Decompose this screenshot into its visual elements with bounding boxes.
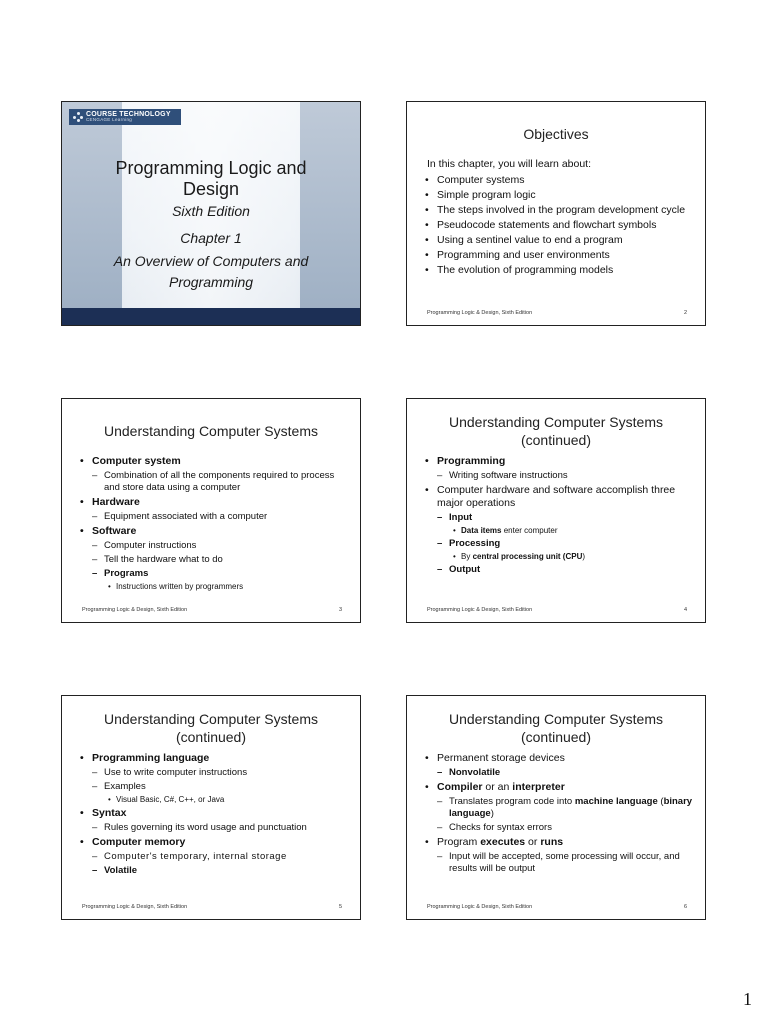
slide-4-computer-systems-continued xyxy=(406,398,706,623)
chapter-label: Chapter 1 xyxy=(180,230,242,246)
list-item: • Simple program logic xyxy=(425,189,693,202)
bullet-list xyxy=(80,455,348,594)
bullet-list xyxy=(425,752,693,877)
list-item: – Input xyxy=(425,512,693,524)
text-fragment: Program xyxy=(437,836,481,848)
slide-title xyxy=(415,710,697,746)
publisher-logo xyxy=(69,109,181,125)
list-item: – Nonvolatile xyxy=(425,767,693,779)
text-fragment: By xyxy=(461,552,473,561)
logo-dots-icon xyxy=(73,112,83,122)
list-item: – Rules governing its word usage and punctuation xyxy=(80,822,348,834)
list-item: • Pseudocode statements and flowchart symbols xyxy=(425,219,693,232)
slide-title xyxy=(415,413,697,449)
list-item: – Programs xyxy=(80,568,348,580)
slide-title-line-2: (continued) xyxy=(175,729,247,745)
list-item: • Programming xyxy=(425,455,693,468)
chapter-title-line-2: Programming xyxy=(168,274,254,290)
chapter-title-line-1: An Overview of Computers and xyxy=(113,253,309,269)
slide-title xyxy=(70,710,352,746)
term-executes: executes xyxy=(480,836,526,848)
list-item: • Permanent storage devices xyxy=(425,752,693,765)
list-item: – Computer instructions xyxy=(80,540,348,552)
list-item: – Input will be accepted, some processing will occur, and results will be output xyxy=(425,851,693,875)
list-item: – Volatile xyxy=(80,865,348,877)
term-data-items: Data items xyxy=(461,526,502,535)
slide-footer: Programming Logic & Design, Sixth Edition xyxy=(82,904,188,910)
intro-text: In this chapter, you will learn about: xyxy=(427,158,592,170)
logo-line-2: CENGAGE Learning xyxy=(86,117,133,123)
slide-number: 3 xyxy=(338,607,342,613)
list-item: – Use to write computer instructions xyxy=(80,767,348,779)
list-item: – Combination of all the components required to process and store data using a computer xyxy=(80,470,348,494)
term-compiler: Compiler xyxy=(437,781,483,793)
slide-footer: Programming Logic & Design, Sixth Edition xyxy=(427,904,533,910)
text-fragment: enter computer xyxy=(501,526,558,535)
slide-title-line-2: (continued) xyxy=(520,729,592,745)
slide-number: 5 xyxy=(338,904,342,910)
list-item: – Writing software instructions xyxy=(425,470,693,482)
page-number: 1 xyxy=(743,989,752,1009)
list-item: • Computer system xyxy=(80,455,348,468)
list-item: • Visual Basic, C#, C++, or Java xyxy=(80,795,348,805)
list-item: • Instructions written by programmers xyxy=(80,582,348,592)
slide-number: 6 xyxy=(683,904,687,910)
list-item: • Syntax xyxy=(80,807,348,820)
logo-line-1: COURSE TECHNOLOGY xyxy=(86,111,171,119)
slide-1-title xyxy=(61,101,361,326)
slide-number: 2 xyxy=(683,310,687,316)
list-item: • Computer hardware and software accomplish three major operations xyxy=(425,484,693,510)
list-item: • Software xyxy=(80,525,348,538)
slide-title-line-1: Understanding Computer Systems xyxy=(104,711,318,727)
book-title xyxy=(62,158,360,200)
text-fragment: ) xyxy=(582,552,586,561)
book-title-line-2: Design xyxy=(182,179,240,199)
slide-2-objectives xyxy=(406,101,706,326)
list-item: – Examples xyxy=(80,781,348,793)
slide-title-line-1: Understanding Computer Systems xyxy=(449,414,663,430)
list-item xyxy=(425,781,693,794)
slide-3-computer-systems xyxy=(61,398,361,623)
slide-footer: Programming Logic & Design, Sixth Edition xyxy=(427,607,533,613)
bullet-list xyxy=(425,455,693,578)
list-item: • Hardware xyxy=(80,496,348,509)
slide-5-computer-systems-continued xyxy=(61,695,361,920)
list-item xyxy=(425,526,693,536)
term-machine-language: machine language xyxy=(574,796,658,807)
slide-footer: Programming Logic & Design, Sixth Edition xyxy=(427,310,533,316)
list-item xyxy=(425,796,693,820)
text-fragment: Translates program code into xyxy=(449,796,575,807)
edition: Sixth Edition xyxy=(172,203,250,219)
term-cpu: central processing unit (CPU xyxy=(472,552,583,561)
slide-title-line-2: (continued) xyxy=(520,432,592,448)
list-item: • Using a sentinel value to end a program xyxy=(425,234,693,247)
slide-6-computer-systems-continued xyxy=(406,695,706,920)
term-binary-language: binary language xyxy=(449,796,693,819)
slide-title: Objectives xyxy=(523,126,589,142)
list-item: – Checks for syntax errors xyxy=(425,822,693,834)
list-item: • The steps involved in the program development cycle xyxy=(425,204,693,217)
list-item: – Tell the hardware what to do xyxy=(80,554,348,566)
list-item: • Programming language xyxy=(80,752,348,765)
list-item: – Computer's temporary, internal storage xyxy=(80,851,348,863)
list-item: • The evolution of programming models xyxy=(425,264,693,277)
list-item: • Computer memory xyxy=(80,836,348,849)
footer-bar xyxy=(62,308,360,325)
slide-title: Understanding Computer Systems xyxy=(104,423,318,439)
term-runs: runs xyxy=(540,836,564,848)
list-item: – Processing xyxy=(425,538,693,550)
text-fragment: or an xyxy=(482,781,513,793)
list-item xyxy=(425,836,693,849)
book-title-line-1: Programming Logic and xyxy=(115,158,307,178)
list-item: • Programming and user environments xyxy=(425,249,693,262)
chapter-title xyxy=(62,251,360,293)
slide-number: 4 xyxy=(683,607,687,613)
list-item xyxy=(425,552,693,562)
objectives-list xyxy=(425,174,693,279)
list-item: – Output xyxy=(425,564,693,576)
bullet-list xyxy=(80,752,348,879)
text-fragment: ) xyxy=(490,808,494,819)
slide-title-line-1: Understanding Computer Systems xyxy=(449,711,663,727)
term-interpreter: interpreter xyxy=(512,781,565,793)
text-fragment: or xyxy=(525,836,541,848)
slide-footer: Programming Logic & Design, Sixth Edition xyxy=(82,607,188,613)
list-item: • Computer systems xyxy=(425,174,693,187)
list-item: – Equipment associated with a computer xyxy=(80,511,348,523)
text-fragment: ( xyxy=(660,796,664,807)
